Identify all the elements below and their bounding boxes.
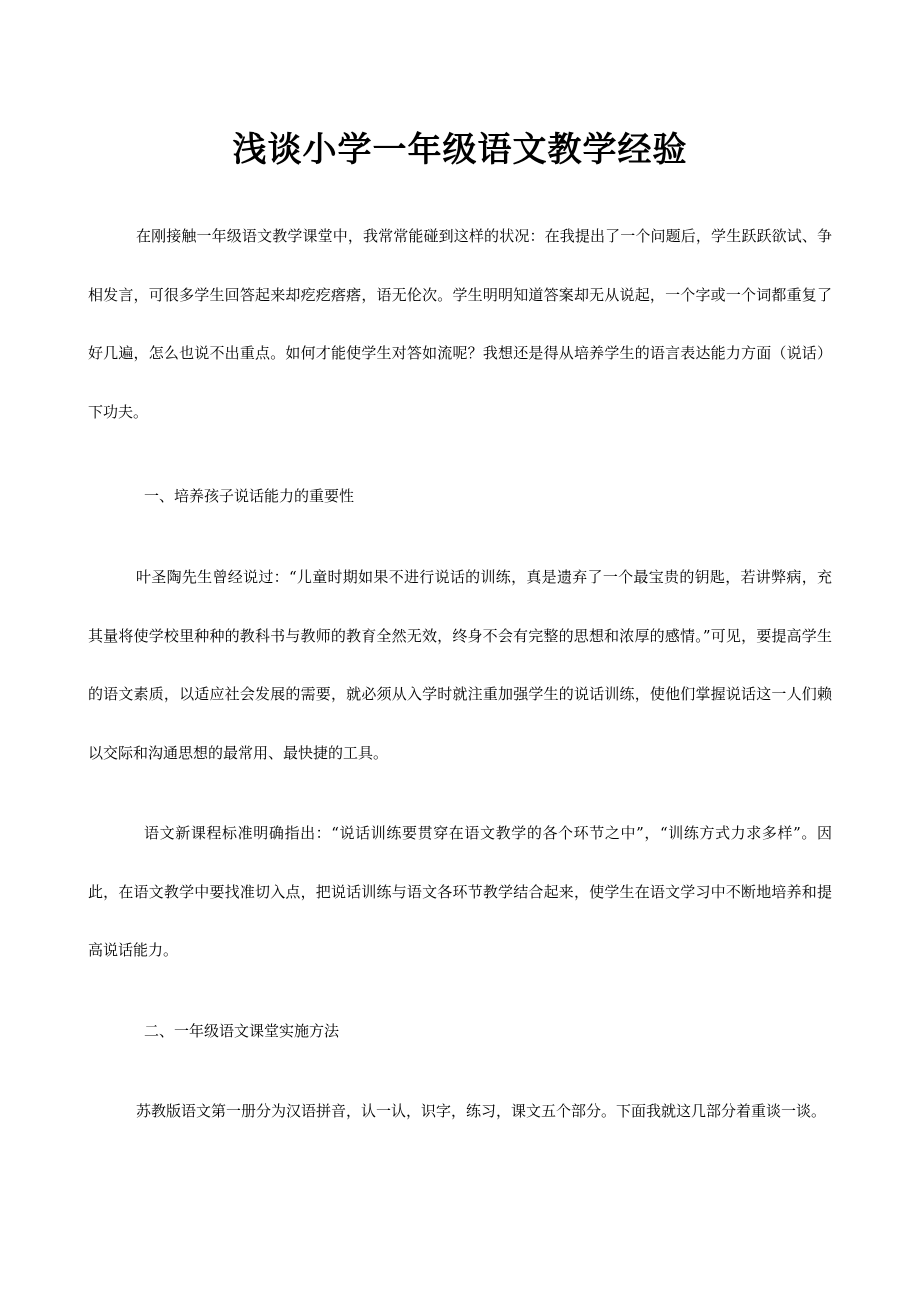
paragraph-intro: 在刚接触一年级语文教学课堂中，我常常能碰到这样的状况：在我提出了一个问题后，学生跃跃欲试、争相发言，可很多学生回答起来却疙疙瘩瘩，语无伦次。学生明明知道答案却无从说起，一个字或一个词都重复了好几遍，怎么也说不出重点。如何才能使学生对答如流呢？我想还是得从培养学生的语言表达能力方面（说话）下功夫。 [88, 227, 832, 421]
paragraph-quote-ye-shengtao: 叶圣陶先生曾经说过：“儿童时期如果不进行说话的训练，真是遗弃了一个最宝贵的钥匙，若讲弊病，充其量将使学校里种种的教科书与教师的教育全然无效，终身不会有完整的思想和浓厚的感情。”可见，要提高学生的语文素质，以适应社会发展的需要，就必须从入学时就注重加强学生的说话训练，使他们掌握说话这一人们赖以交际和沟通思想的最常用、最快捷的工具。 [88, 568, 832, 762]
document-title: 浅谈小学一年级语文教学经验 [232, 130, 688, 170]
paragraph-curriculum-standard: 语文新课程标准明确指出：“说话训练要贯穿在语文教学的各个环节之中”，“训练方式力求多样”。因此，在语文教学中要找准切入点，把说话训练与语文各环节教学结合起来，使学生在语文学习中不断地培养和提高说话能力。 [88, 824, 832, 959]
section-heading-2: 二、一年级语文课堂实施方法 [144, 1022, 340, 1040]
section-heading-1: 一、培养孩子说话能力的重要性 [144, 487, 355, 505]
paragraph-textbook-parts: 苏教版语文第一册分为汉语拼音，认一认，识字，练习，课文五个部分。下面我就这几部分着重谈一谈。 [136, 1102, 827, 1120]
